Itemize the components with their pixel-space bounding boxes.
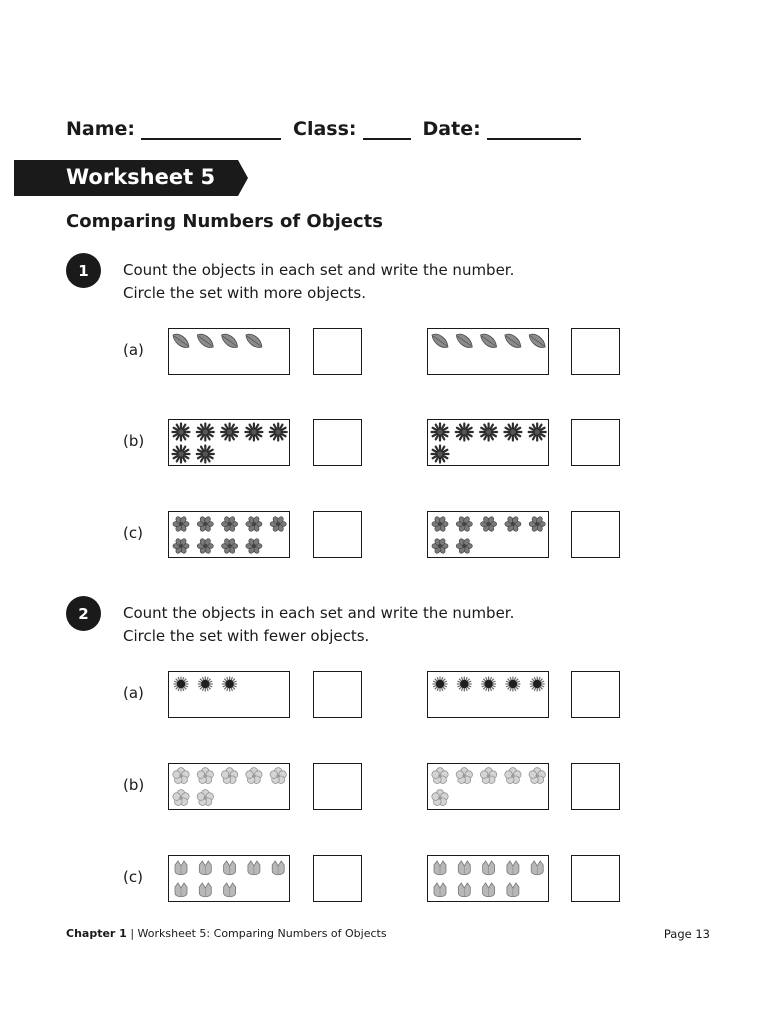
leaf-icon: [481, 334, 497, 347]
leaf-icon: [197, 334, 213, 347]
blossom-icon-group: [428, 764, 550, 811]
question-2-instructions: [123, 602, 514, 648]
leaf-icon: [456, 334, 472, 347]
sun-icon: [457, 677, 472, 692]
flower-icon: [529, 516, 545, 533]
blossom-icon: [270, 768, 286, 784]
question-2-line1: Count the objects in each set and write the number.: [123, 604, 515, 622]
question-2-c-right-answer-box[interactable]: [571, 855, 620, 902]
tulip-icon: [224, 861, 236, 875]
tulip-icon: [175, 883, 187, 897]
blossom-icon: [529, 768, 545, 784]
worksheet-title: Worksheet 5: [66, 165, 216, 189]
question-1-c-left-answer-box[interactable]: [313, 511, 362, 558]
tulip-icon: [199, 861, 211, 875]
class-label: Class:: [293, 118, 357, 140]
tulip-icon: [434, 861, 446, 875]
question-1-row-label: (a): [123, 341, 144, 359]
question-1-a-left-set[interactable]: [168, 328, 290, 375]
flower-icon: [197, 516, 213, 533]
flower-icon: [173, 538, 189, 555]
student-info-row: [66, 118, 593, 140]
tulip-icon: [272, 861, 284, 875]
question-2-b-right-answer-box[interactable]: [571, 763, 620, 810]
flower-icon: [456, 538, 472, 555]
question-2-a-right-answer-box[interactable]: [571, 671, 620, 718]
leaf-icon: [246, 334, 262, 347]
starburst-icon: [173, 424, 190, 441]
starburst-icon: [456, 424, 473, 441]
question-2-row-label: (b): [123, 776, 145, 794]
question-1-number: 1: [66, 253, 101, 288]
starburst-icon: [173, 446, 190, 463]
footer-page-number: Page 13: [663, 927, 710, 941]
tulip-icon: [507, 861, 519, 875]
starburst-icon: [529, 424, 546, 441]
question-2-b-right-set[interactable]: [427, 763, 549, 810]
leaf-icon: [222, 334, 238, 347]
tulip-icon-group: [428, 856, 550, 903]
sun-icon: [481, 677, 496, 692]
blossom-icon-group: [169, 764, 291, 811]
blossom-icon: [246, 768, 262, 784]
leaf-icon: [529, 334, 545, 347]
question-1-b-right-set[interactable]: [427, 419, 549, 466]
flower-icon: [222, 516, 238, 533]
leaf-icon: [432, 334, 448, 347]
question-1-b-right-answer-box[interactable]: [571, 419, 620, 466]
leaf-icon: [173, 334, 189, 347]
starburst-icon: [432, 446, 449, 463]
footer-worksheet-title: Worksheet 5: Comparing Numbers of Objects: [137, 927, 387, 940]
class-blank[interactable]: [363, 120, 411, 140]
blossom-icon: [432, 768, 448, 784]
question-1-b-left-set[interactable]: [168, 419, 290, 466]
sun-icon: [505, 677, 520, 692]
question-1-row-label: (b): [123, 432, 145, 450]
starburst-icon-group: [428, 420, 550, 467]
flower-icon: [432, 516, 448, 533]
blossom-icon: [197, 790, 213, 806]
question-1-a-right-set[interactable]: [427, 328, 549, 375]
question-1-b-left-answer-box[interactable]: [313, 419, 362, 466]
flower-icon-group: [169, 512, 291, 559]
question-2-b-left-set[interactable]: [168, 763, 290, 810]
leaf-icon: [505, 334, 521, 347]
date-label: Date:: [422, 118, 481, 140]
question-2-a-left-set[interactable]: [168, 671, 290, 718]
blossom-icon: [173, 768, 189, 784]
question-1-c-left-set[interactable]: [168, 511, 290, 558]
sun-icon: [174, 677, 189, 692]
blossom-icon: [456, 768, 472, 784]
tulip-icon: [175, 861, 187, 875]
flower-icon: [246, 538, 262, 555]
tulip-icon: [199, 883, 211, 897]
name-blank[interactable]: [141, 120, 281, 140]
starburst-icon: [197, 446, 214, 463]
leaf-icon-group: [428, 329, 550, 376]
starburst-icon: [270, 424, 287, 441]
question-1-c-right-answer-box[interactable]: [571, 511, 620, 558]
question-2-a-left-answer-box[interactable]: [313, 671, 362, 718]
sun-icon: [198, 677, 213, 692]
flower-icon: [456, 516, 472, 533]
starburst-icon: [480, 424, 497, 441]
starburst-icon: [504, 424, 521, 441]
question-2-row-label: (a): [123, 684, 144, 702]
starburst-icon: [432, 424, 449, 441]
flower-icon: [505, 516, 521, 533]
worksheet-subtitle: Comparing Numbers of Objects: [66, 211, 383, 232]
footer-left: [66, 927, 387, 940]
tulip-icon: [224, 883, 236, 897]
leaf-icon-group: [169, 329, 291, 376]
question-2-c-left-answer-box[interactable]: [313, 855, 362, 902]
sun-icon: [433, 677, 448, 692]
flower-icon: [270, 516, 286, 533]
blossom-icon: [173, 790, 189, 806]
blossom-icon: [505, 768, 521, 784]
flower-icon: [173, 516, 189, 533]
question-2-a-right-set[interactable]: [427, 671, 549, 718]
tulip-icon: [458, 883, 470, 897]
tulip-icon: [531, 861, 543, 875]
question-1-a-left-answer-box[interactable]: [313, 328, 362, 375]
starburst-icon-group: [169, 420, 291, 467]
flower-icon: [481, 516, 497, 533]
sun-icon: [222, 677, 237, 692]
blossom-icon: [197, 768, 213, 784]
blossom-icon: [221, 768, 237, 784]
question-1-row-label: (c): [123, 524, 143, 542]
question-2-number: 2: [66, 596, 101, 631]
tulip-icon: [483, 861, 495, 875]
sun-icon: [530, 677, 545, 692]
question-1-line1: Count the objects in each set and write the number.: [123, 261, 515, 279]
flower-icon: [222, 538, 238, 555]
question-1-a-right-answer-box[interactable]: [571, 328, 620, 375]
tulip-icon: [458, 861, 470, 875]
name-label: Name:: [66, 118, 136, 140]
question-2-row-label: (c): [123, 868, 143, 886]
flower-icon: [246, 516, 262, 533]
tulip-icon: [434, 883, 446, 897]
question-1-c-right-set[interactable]: [427, 511, 549, 558]
tulip-icon: [248, 861, 260, 875]
tulip-icon: [483, 883, 495, 897]
tulip-icon-group: [169, 856, 291, 903]
sun-icon-group: [428, 672, 550, 719]
question-2-c-right-set[interactable]: [427, 855, 549, 902]
footer-chapter: Chapter 1: [66, 927, 127, 940]
date-blank[interactable]: [487, 120, 581, 140]
starburst-icon: [245, 424, 262, 441]
flower-icon: [432, 538, 448, 555]
question-2-line2: Circle the set with fewer objects.: [123, 627, 370, 645]
starburst-icon: [221, 424, 238, 441]
sun-icon-group: [169, 672, 291, 719]
tulip-icon: [507, 883, 519, 897]
blossom-icon: [432, 790, 448, 806]
flower-icon-group: [428, 512, 550, 559]
question-2-c-left-set[interactable]: [168, 855, 290, 902]
blossom-icon: [480, 768, 496, 784]
flower-icon: [197, 538, 213, 555]
question-1-instructions: [123, 259, 514, 305]
question-1-line2: Circle the set with more objects.: [123, 284, 366, 302]
footer-separator: |: [126, 927, 138, 940]
question-2-b-left-answer-box[interactable]: [313, 763, 362, 810]
starburst-icon: [197, 424, 214, 441]
